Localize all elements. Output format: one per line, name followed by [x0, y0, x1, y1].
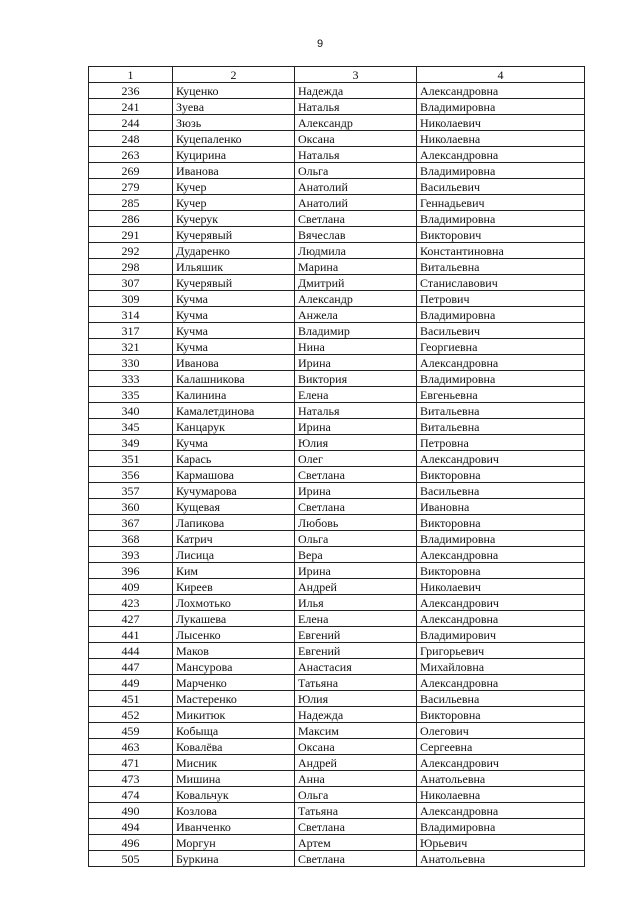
cell-surname: Ковалёва	[173, 739, 295, 755]
cell-number: 463	[89, 739, 173, 755]
cell-first-name: Олег	[295, 451, 417, 467]
cell-first-name: Татьяна	[295, 675, 417, 691]
cell-first-name: Ирина	[295, 419, 417, 435]
cell-first-name: Наталья	[295, 147, 417, 163]
cell-patronymic: Владимировна	[417, 163, 585, 179]
table-row	[89, 179, 585, 195]
table-row	[89, 563, 585, 579]
cell-number: 236	[89, 83, 173, 99]
cell-number: 321	[89, 339, 173, 355]
cell-number: 393	[89, 547, 173, 563]
cell-patronymic: Васильевич	[417, 323, 585, 339]
cell-first-name: Анжела	[295, 307, 417, 323]
cell-patronymic: Васильевна	[417, 691, 585, 707]
cell-surname: Ильяшик	[173, 259, 295, 275]
cell-surname: Микитюк	[173, 707, 295, 723]
cell-first-name: Наталья	[295, 403, 417, 419]
cell-patronymic: Анатольевна	[417, 851, 585, 867]
cell-first-name: Светлана	[295, 851, 417, 867]
cell-first-name: Ольга	[295, 163, 417, 179]
cell-surname: Калинина	[173, 387, 295, 403]
cell-first-name: Анна	[295, 771, 417, 787]
table-row	[89, 227, 585, 243]
cell-number: 449	[89, 675, 173, 691]
cell-first-name: Ирина	[295, 483, 417, 499]
table-row	[89, 707, 585, 723]
table-row	[89, 803, 585, 819]
table-row	[89, 819, 585, 835]
cell-number: 490	[89, 803, 173, 819]
table-row	[89, 515, 585, 531]
cell-patronymic: Константиновна	[417, 243, 585, 259]
cell-surname: Лукашева	[173, 611, 295, 627]
cell-number: 496	[89, 835, 173, 851]
cell-surname: Дударенко	[173, 243, 295, 259]
cell-number: 360	[89, 499, 173, 515]
cell-first-name: Елена	[295, 387, 417, 403]
cell-first-name: Анатолий	[295, 179, 417, 195]
cell-surname: Козлова	[173, 803, 295, 819]
table-row	[89, 467, 585, 483]
column-header-surname: 2	[173, 67, 295, 83]
cell-first-name: Надежда	[295, 83, 417, 99]
cell-number: 335	[89, 387, 173, 403]
cell-patronymic: Александровна	[417, 83, 585, 99]
cell-surname: Куцирина	[173, 147, 295, 163]
cell-patronymic: Владимировна	[417, 819, 585, 835]
cell-surname: Зуева	[173, 99, 295, 115]
cell-patronymic: Викторовна	[417, 515, 585, 531]
cell-first-name: Оксана	[295, 131, 417, 147]
cell-patronymic: Васильевич	[417, 179, 585, 195]
cell-patronymic: Николаевич	[417, 579, 585, 595]
cell-first-name: Максим	[295, 723, 417, 739]
cell-first-name: Ольга	[295, 787, 417, 803]
cell-patronymic: Владимировна	[417, 307, 585, 323]
cell-surname: Катрич	[173, 531, 295, 547]
cell-number: 441	[89, 627, 173, 643]
cell-number: 356	[89, 467, 173, 483]
cell-number: 286	[89, 211, 173, 227]
cell-number: 409	[89, 579, 173, 595]
table-row	[89, 147, 585, 163]
cell-patronymic: Александровна	[417, 803, 585, 819]
cell-surname: Кобыща	[173, 723, 295, 739]
cell-number: 494	[89, 819, 173, 835]
cell-first-name: Елена	[295, 611, 417, 627]
cell-number: 291	[89, 227, 173, 243]
table-row	[89, 259, 585, 275]
cell-surname: Мишина	[173, 771, 295, 787]
cell-first-name: Светлана	[295, 819, 417, 835]
table-row	[89, 531, 585, 547]
cell-first-name: Вера	[295, 547, 417, 563]
table-row	[89, 675, 585, 691]
table-row	[89, 195, 585, 211]
cell-number: 314	[89, 307, 173, 323]
cell-first-name: Любовь	[295, 515, 417, 531]
cell-surname: Зюзь	[173, 115, 295, 131]
table-row	[89, 387, 585, 403]
cell-first-name: Александр	[295, 115, 417, 131]
cell-first-name: Александр	[295, 291, 417, 307]
cell-patronymic: Николаевна	[417, 131, 585, 147]
cell-surname: Ковальчук	[173, 787, 295, 803]
table-row	[89, 115, 585, 131]
cell-surname: Моргун	[173, 835, 295, 851]
cell-first-name: Дмитрий	[295, 275, 417, 291]
cell-number: 309	[89, 291, 173, 307]
table-row	[89, 579, 585, 595]
cell-patronymic: Александрович	[417, 451, 585, 467]
cell-first-name: Юлия	[295, 435, 417, 451]
cell-first-name: Оксана	[295, 739, 417, 755]
cell-patronymic: Александровна	[417, 147, 585, 163]
cell-number: 367	[89, 515, 173, 531]
cell-first-name: Владимир	[295, 323, 417, 339]
cell-surname: Кармашова	[173, 467, 295, 483]
table-row	[89, 739, 585, 755]
cell-surname: Камалетдинова	[173, 403, 295, 419]
cell-surname: Марченко	[173, 675, 295, 691]
cell-number: 459	[89, 723, 173, 739]
cell-patronymic: Викторовна	[417, 563, 585, 579]
cell-patronymic: Станиславович	[417, 275, 585, 291]
cell-number: 279	[89, 179, 173, 195]
cell-first-name: Надежда	[295, 707, 417, 723]
cell-number: 451	[89, 691, 173, 707]
column-header-number: 1	[89, 67, 173, 83]
table-row	[89, 211, 585, 227]
cell-first-name: Артем	[295, 835, 417, 851]
cell-patronymic: Александровна	[417, 547, 585, 563]
cell-patronymic: Ивановна	[417, 499, 585, 515]
cell-surname: Мисник	[173, 755, 295, 771]
cell-first-name: Андрей	[295, 755, 417, 771]
cell-surname: Лохмотько	[173, 595, 295, 611]
cell-patronymic: Николаевна	[417, 787, 585, 803]
cell-surname: Карась	[173, 451, 295, 467]
cell-first-name: Вячеслав	[295, 227, 417, 243]
cell-patronymic: Геннадьевич	[417, 195, 585, 211]
cell-first-name: Ирина	[295, 355, 417, 371]
table-row	[89, 419, 585, 435]
cell-surname: Кучер	[173, 195, 295, 211]
table-row	[89, 99, 585, 115]
cell-first-name: Андрей	[295, 579, 417, 595]
cell-number: 244	[89, 115, 173, 131]
cell-patronymic: Витальевна	[417, 403, 585, 419]
table-header	[89, 67, 585, 83]
table-row	[89, 643, 585, 659]
cell-patronymic: Петрович	[417, 291, 585, 307]
cell-patronymic: Викторовна	[417, 467, 585, 483]
cell-number: 349	[89, 435, 173, 451]
table-row	[89, 275, 585, 291]
table-row	[89, 483, 585, 499]
cell-surname: Иванченко	[173, 819, 295, 835]
cell-patronymic: Александровна	[417, 355, 585, 371]
table-row	[89, 307, 585, 323]
cell-surname: Мансурова	[173, 659, 295, 675]
table-row	[89, 851, 585, 867]
table-row	[89, 595, 585, 611]
cell-number: 427	[89, 611, 173, 627]
cell-patronymic: Владимировна	[417, 99, 585, 115]
table-row	[89, 611, 585, 627]
cell-first-name: Людмила	[295, 243, 417, 259]
table-row	[89, 723, 585, 739]
cell-surname: Лапикова	[173, 515, 295, 531]
cell-patronymic: Витальевна	[417, 419, 585, 435]
cell-number: 307	[89, 275, 173, 291]
cell-surname: Канцарук	[173, 419, 295, 435]
table-row	[89, 291, 585, 307]
cell-number: 444	[89, 643, 173, 659]
cell-patronymic: Георгиевна	[417, 339, 585, 355]
table-row	[89, 771, 585, 787]
cell-first-name: Светлана	[295, 499, 417, 515]
cell-patronymic: Владимировна	[417, 211, 585, 227]
cell-number: 471	[89, 755, 173, 771]
table-row	[89, 691, 585, 707]
cell-surname: Иванова	[173, 163, 295, 179]
cell-number: 345	[89, 419, 173, 435]
cell-patronymic: Александровна	[417, 675, 585, 691]
cell-patronymic: Сергеевна	[417, 739, 585, 755]
cell-first-name: Светлана	[295, 467, 417, 483]
cell-patronymic: Александрович	[417, 755, 585, 771]
cell-surname: Кущевая	[173, 499, 295, 515]
table-row	[89, 499, 585, 515]
table-row	[89, 243, 585, 259]
cell-surname: Буркина	[173, 851, 295, 867]
cell-surname: Кучма	[173, 323, 295, 339]
table-row	[89, 355, 585, 371]
cell-patronymic: Евгеньевна	[417, 387, 585, 403]
cell-surname: Маков	[173, 643, 295, 659]
cell-surname: Лисица	[173, 547, 295, 563]
cell-patronymic: Александрович	[417, 595, 585, 611]
cell-patronymic: Васильевна	[417, 483, 585, 499]
table-row	[89, 323, 585, 339]
cell-first-name: Наталья	[295, 99, 417, 115]
cell-first-name: Анастасия	[295, 659, 417, 675]
cell-patronymic: Владимировна	[417, 371, 585, 387]
cell-number: 396	[89, 563, 173, 579]
header-row	[89, 67, 585, 83]
cell-number: 368	[89, 531, 173, 547]
table-row	[89, 627, 585, 643]
cell-surname: Мастеренко	[173, 691, 295, 707]
cell-first-name: Ирина	[295, 563, 417, 579]
cell-surname: Иванова	[173, 355, 295, 371]
cell-number: 357	[89, 483, 173, 499]
cell-number: 285	[89, 195, 173, 211]
cell-number: 340	[89, 403, 173, 419]
table-row	[89, 83, 585, 99]
cell-surname: Калашникова	[173, 371, 295, 387]
cell-surname: Кучерявый	[173, 227, 295, 243]
table-row	[89, 403, 585, 419]
cell-patronymic: Витальевна	[417, 259, 585, 275]
cell-number: 298	[89, 259, 173, 275]
cell-surname: Куцепаленко	[173, 131, 295, 147]
cell-number: 423	[89, 595, 173, 611]
table-row	[89, 659, 585, 675]
cell-patronymic: Владимировна	[417, 531, 585, 547]
cell-surname: Ким	[173, 563, 295, 579]
cell-number: 330	[89, 355, 173, 371]
cell-first-name: Марина	[295, 259, 417, 275]
cell-number: 317	[89, 323, 173, 339]
cell-first-name: Ольга	[295, 531, 417, 547]
cell-first-name: Виктория	[295, 371, 417, 387]
table-row	[89, 835, 585, 851]
cell-number: 447	[89, 659, 173, 675]
cell-surname: Кучма	[173, 435, 295, 451]
page-number: 9	[316, 38, 324, 50]
cell-number: 505	[89, 851, 173, 867]
cell-number: 474	[89, 787, 173, 803]
cell-surname: Кучумарова	[173, 483, 295, 499]
cell-patronymic: Викторович	[417, 227, 585, 243]
cell-first-name: Нина	[295, 339, 417, 355]
cell-number: 263	[89, 147, 173, 163]
column-header-patronymic: 4	[417, 67, 585, 83]
cell-number: 473	[89, 771, 173, 787]
cell-patronymic: Григорьевич	[417, 643, 585, 659]
cell-surname: Кучерявый	[173, 275, 295, 291]
cell-number: 452	[89, 707, 173, 723]
table-row	[89, 451, 585, 467]
cell-patronymic: Анатольевна	[417, 771, 585, 787]
table-body	[89, 83, 585, 867]
cell-patronymic: Владимирович	[417, 627, 585, 643]
cell-number: 292	[89, 243, 173, 259]
cell-first-name: Татьяна	[295, 803, 417, 819]
cell-surname: Киреев	[173, 579, 295, 595]
cell-surname: Кучерук	[173, 211, 295, 227]
table-row	[89, 787, 585, 803]
cell-patronymic: Юрьевич	[417, 835, 585, 851]
cell-first-name: Юлия	[295, 691, 417, 707]
cell-number: 351	[89, 451, 173, 467]
cell-patronymic: Олегович	[417, 723, 585, 739]
table-row	[89, 547, 585, 563]
cell-first-name: Евгений	[295, 627, 417, 643]
table-row	[89, 435, 585, 451]
cell-surname: Куценко	[173, 83, 295, 99]
cell-number: 333	[89, 371, 173, 387]
cell-patronymic: Викторовна	[417, 707, 585, 723]
cell-patronymic: Александровна	[417, 611, 585, 627]
cell-first-name: Анатолий	[295, 195, 417, 211]
cell-first-name: Светлана	[295, 211, 417, 227]
cell-patronymic: Николаевич	[417, 115, 585, 131]
table-row	[89, 131, 585, 147]
cell-number: 248	[89, 131, 173, 147]
cell-first-name: Илья	[295, 595, 417, 611]
table-row	[89, 755, 585, 771]
cell-number: 269	[89, 163, 173, 179]
table-row	[89, 339, 585, 355]
cell-surname: Кучма	[173, 307, 295, 323]
table-row	[89, 163, 585, 179]
cell-surname: Кучма	[173, 291, 295, 307]
cell-surname: Лысенко	[173, 627, 295, 643]
table-row	[89, 371, 585, 387]
cell-number: 241	[89, 99, 173, 115]
cell-first-name: Евгений	[295, 643, 417, 659]
column-header-first-name: 3	[295, 67, 417, 83]
cell-patronymic: Михайловна	[417, 659, 585, 675]
cell-patronymic: Петровна	[417, 435, 585, 451]
cell-surname: Кучер	[173, 179, 295, 195]
cell-surname: Кучма	[173, 339, 295, 355]
roster-table	[88, 66, 585, 867]
